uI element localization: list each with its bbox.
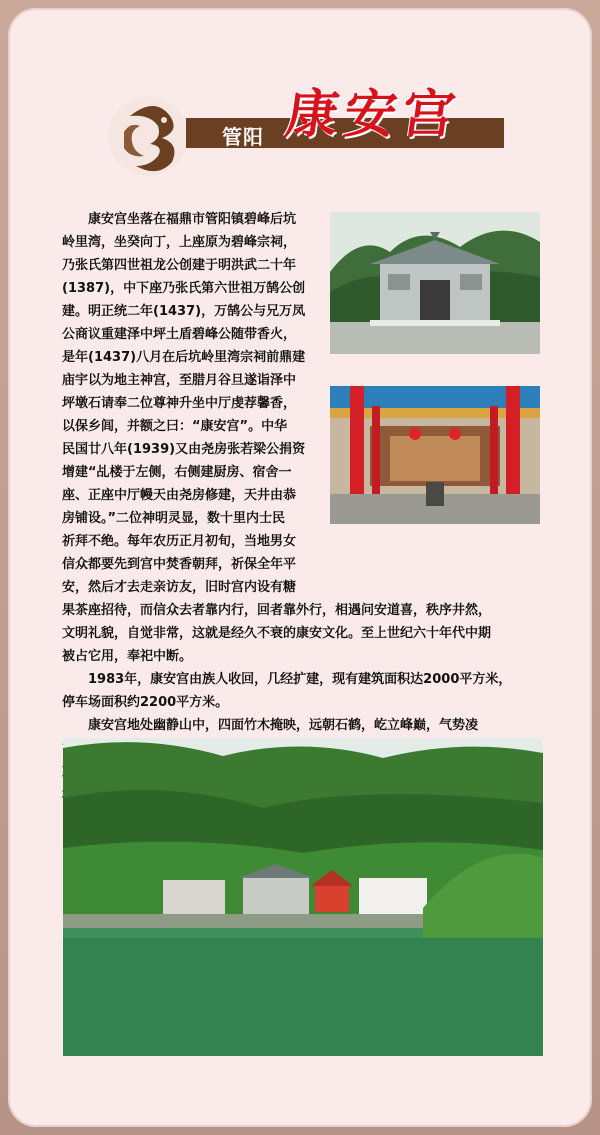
text-line: 民国廿八年(1939)又由尧房张若梁公捐资 xyxy=(62,442,306,457)
text-line: 坪墩石请奉二位尊神升坐中厅虔荐馨香， xyxy=(62,396,297,411)
text-line: 康安宫地处幽静山中，四面竹木掩映，远朝石鹤，屹立峰巅，气势凌 xyxy=(88,718,479,733)
location-subtitle: 管阳 xyxy=(222,125,264,149)
text-line: 是年(1437)八月在后坑岭里湾宗祠前鼎建 xyxy=(62,350,306,365)
text-line: 以保乡闾，并额之曰：“康安宫”。中华 xyxy=(62,419,288,434)
text-line: 1983年，康安宫由族人收回，几经扩建，现有建筑面积达2000平方米， xyxy=(88,672,512,687)
page-title: 康安宫 xyxy=(282,84,465,145)
lake-landscape-photo xyxy=(63,738,543,1056)
text-line: 果茶座招待，而信众去者靠内行，回者靠外行，相遇问安道喜，秩序井然， xyxy=(62,603,492,618)
text-line: 座、正座中厅幔天由尧房修建，天井由恭 xyxy=(62,488,297,503)
temple-exterior-photo xyxy=(330,212,540,354)
text-line: 房铺设。”二位神明灵显，数十里内士民 xyxy=(62,511,286,526)
text-line: (1387)，中下座乃张氏第六世祖万鹄公创 xyxy=(62,281,306,296)
text-line: 被占它用，奉祀中断。 xyxy=(62,649,193,664)
text-line: 增建“乩楼于左侧，右侧建厨房、宿舍一 xyxy=(62,465,292,480)
text-line: 康安宫坐落在福鼎市管阳镇碧峰后坑 xyxy=(88,212,297,227)
text-line: 信众都要先到宫中焚香朝拜，祈保全年平 xyxy=(62,557,297,572)
text-line: 庙宇以为地主神宫，至腊月谷旦遂诣泽中 xyxy=(62,373,297,388)
text-line: 停车场面积约2200平方米。 xyxy=(62,695,229,710)
text-line: 岭里湾，坐癸向丁，上座原为碧峰宗祠， xyxy=(62,235,297,250)
text-line: 祈拜不绝。每年农历正月初旬，当地男女 xyxy=(62,534,297,549)
text-line: 建。明正统二年(1437)，万鹄公与兄万凤 xyxy=(62,304,306,319)
text-line: 安，然后才去走亲访友，旧时宫内设有糖 xyxy=(62,580,297,595)
text-line: 文明礼貌，自觉非常，这就是经久不衰的康安文化。至上世纪六十年代中期 xyxy=(62,626,492,641)
text-line: 乃张氏第四世祖龙公创建于明洪武二十年 xyxy=(62,258,297,273)
temple-interior-photo xyxy=(330,386,540,524)
dragon-emblem-icon xyxy=(100,86,200,186)
text-line: 公商议重建泽中坪土盾碧峰公随带香火， xyxy=(62,327,297,342)
